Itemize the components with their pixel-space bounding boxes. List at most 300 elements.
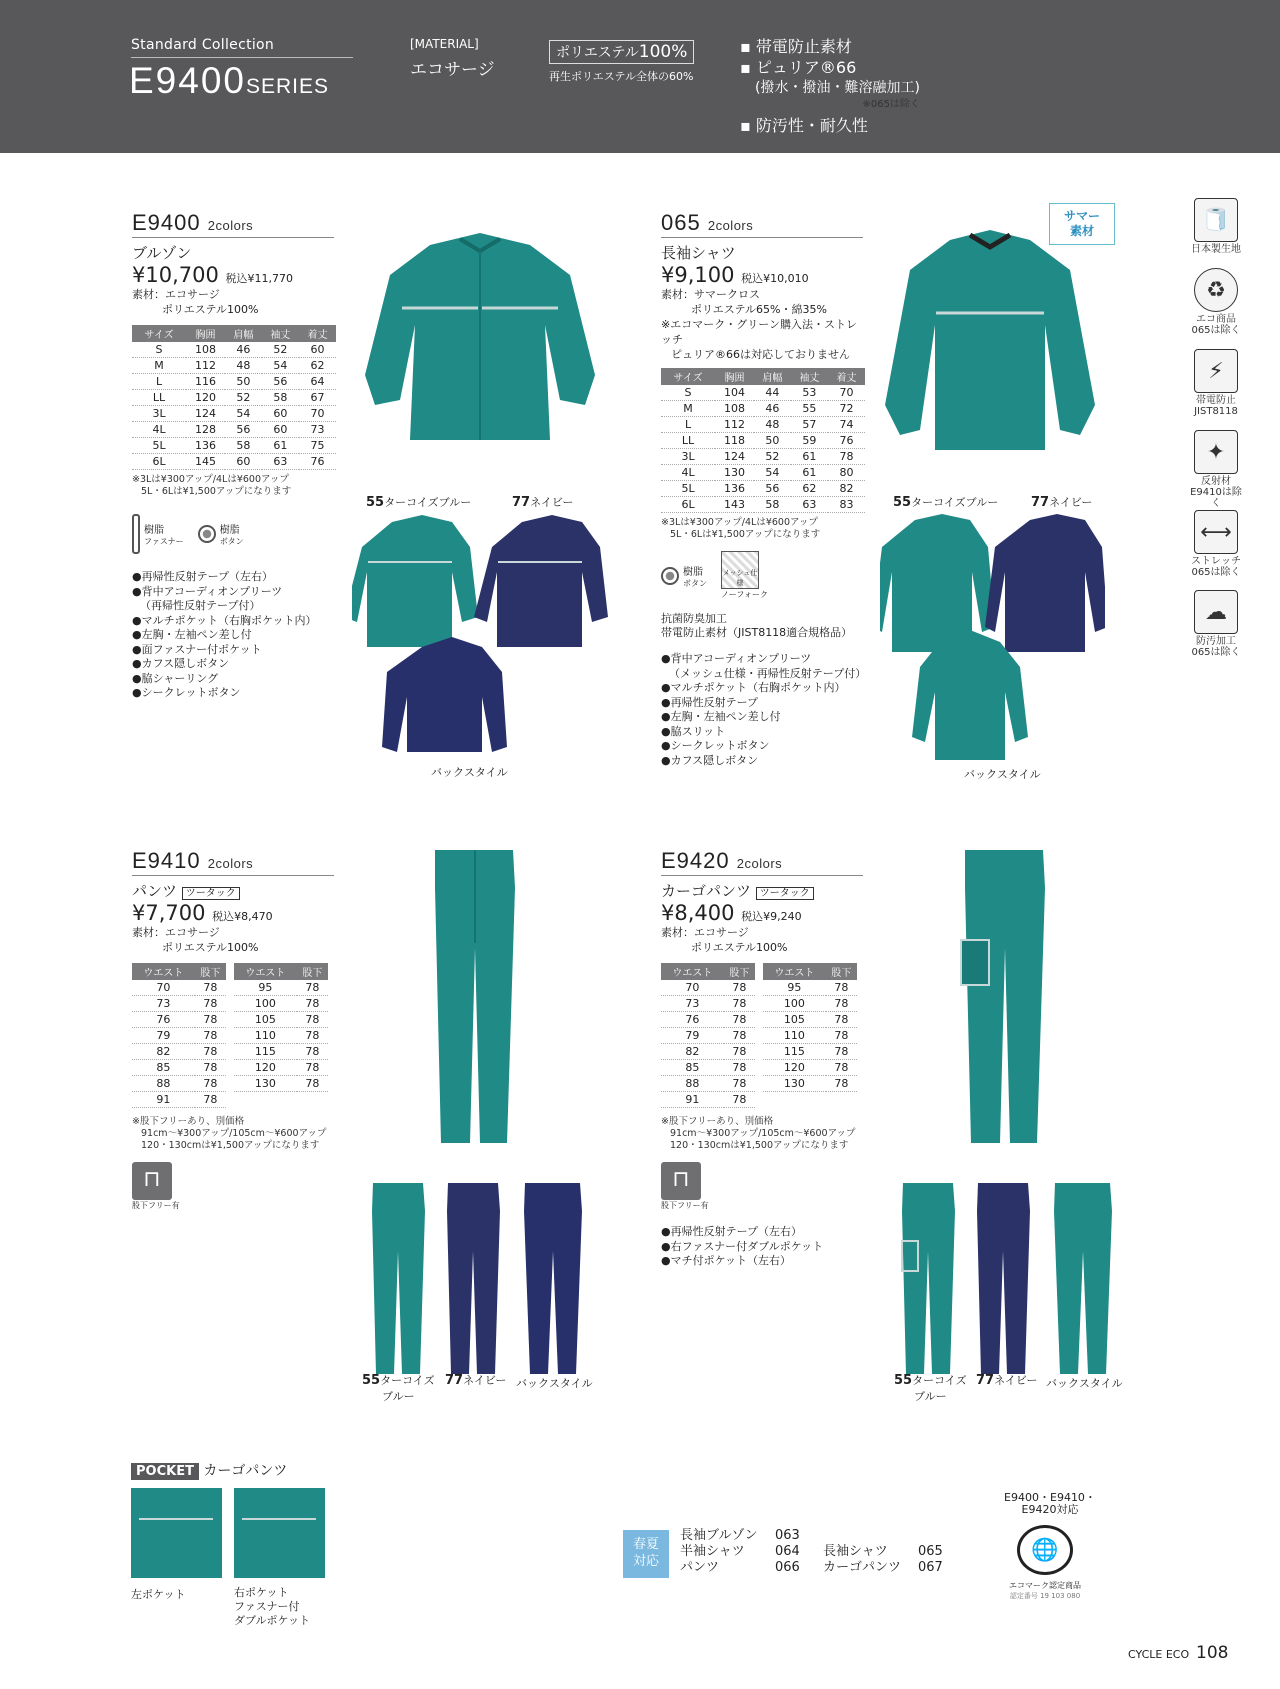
table-cell: 120: [763, 1060, 826, 1076]
table-header: 肩幅: [754, 368, 791, 385]
reflective-icon: ✦ 反射材 E9410は除く: [1186, 430, 1246, 509]
table-cell: 63: [262, 454, 299, 470]
table-cell: 52: [225, 390, 262, 406]
size-note: ※股下フリーあり、別価格 91cm〜¥300アップ/105cm〜¥600アップ 120・130cmは¥1,500アップになります: [661, 1116, 856, 1151]
table-cell: 100: [763, 996, 826, 1012]
table-cell: 115: [234, 1044, 297, 1060]
list-item: ●再帰性反射テープ（左右）: [661, 1225, 803, 1238]
table-cell: 130: [715, 465, 754, 481]
table-row: [132, 980, 226, 996]
list-item: （再帰性反射テープ付）: [140, 599, 261, 612]
table-cell: 3L: [661, 449, 715, 465]
table-header: ウエスト: [132, 963, 195, 980]
table-cell: 60: [262, 406, 299, 422]
color-caption-55: 55ターコイズブルー: [366, 495, 472, 510]
header-band: [0, 0, 1280, 153]
list-item: ●左胸・左袖ペン差し付: [132, 628, 252, 641]
table-cell: 136: [186, 438, 225, 454]
table-cell: 64: [299, 374, 336, 390]
extra-features: 抗菌防臭加工 帯電防止素材（JIST8118適合規格品）: [661, 612, 853, 639]
e9420-section: [661, 848, 863, 1269]
table-row: [234, 1028, 328, 1044]
table-cell: 112: [715, 417, 754, 433]
table-row: [132, 1044, 226, 1060]
table-cell: M: [132, 358, 186, 374]
list-item: ●背中アコーディオンプリーツ: [661, 652, 812, 665]
table-cell: 78: [297, 1044, 328, 1060]
table-cell: 70: [828, 385, 865, 401]
table-header: ウエスト: [763, 963, 826, 980]
table-cell: 60: [299, 342, 336, 358]
e9410-main-image: [425, 848, 525, 1148]
footer-brand: CYCLE ECO: [1128, 1648, 1190, 1661]
table-cell: 78: [724, 1060, 755, 1076]
table-cell: 78: [195, 1060, 226, 1076]
table-header: 股下: [195, 963, 226, 980]
list-item: ●再帰性反射テープ（左右）: [132, 570, 274, 583]
table-cell: S: [661, 385, 715, 401]
summer-cell: 長袖シャツ: [823, 1544, 888, 1559]
e9400-color-images: [352, 512, 612, 757]
eco-mark-label: エコマーク認定商品 認定番号 19 103 080: [1009, 1581, 1081, 1600]
table-header: 肩幅: [225, 325, 262, 342]
table-row: [132, 1028, 226, 1044]
table-cell: 118: [715, 433, 754, 449]
table-row: [661, 1044, 755, 1060]
table-cell: 6L: [132, 454, 186, 470]
table-cell: 78: [195, 1028, 226, 1044]
table-cell: 5L: [132, 438, 186, 454]
list-item: ●脇シャーリング: [132, 671, 219, 685]
stretch-icon: ⟷ ストレッチ 065は除く: [1186, 510, 1246, 578]
table-cell: 73: [661, 996, 724, 1012]
zipper-icon: 樹脂 ファスナー: [132, 514, 184, 554]
size-note: ※股下フリーあり、別価格 91cm〜¥300アップ/105cm〜¥600アップ 120・130cmは¥1,500アップになります: [132, 1116, 327, 1151]
table-cell: 78: [826, 1044, 857, 1060]
table-header: 着丈: [828, 368, 865, 385]
table-row: [661, 1076, 755, 1092]
table-cell: 58: [262, 390, 299, 406]
table-row: [132, 342, 336, 358]
summer-cell: 065: [918, 1544, 943, 1559]
button-icon: 樹脂 ボタン: [198, 521, 244, 547]
table-cell: 78: [826, 1028, 857, 1044]
list-item: ●マチ付ポケット（左右）: [661, 1254, 792, 1267]
price: ¥9,100 税込¥10,010: [661, 263, 809, 287]
table-cell: 3L: [132, 406, 186, 422]
material-label: [MATERIAL]: [410, 37, 479, 51]
table-row: [661, 417, 865, 433]
table-row: [661, 465, 865, 481]
list-item: ●シークレットボタン: [661, 739, 770, 752]
table-row: [661, 449, 865, 465]
table-cell: 73: [132, 996, 195, 1012]
table-cell: 78: [724, 980, 755, 996]
recycled-note: 再生ポリエステル全体の60%: [549, 70, 694, 83]
e9400-section: [132, 210, 334, 701]
product-name: ブルゾン: [132, 244, 192, 262]
list-item: ●カフス隠しボタン: [132, 657, 230, 670]
table-cell: 78: [195, 1044, 226, 1060]
table-cell: 78: [297, 1076, 328, 1092]
table-cell: 74: [828, 417, 865, 433]
table-cell: 78: [826, 1060, 857, 1076]
right-pocket-caption: 右ポケット ファスナー付 ダブルポケット: [234, 1586, 311, 1627]
table-cell: 91: [132, 1092, 195, 1108]
size-note: ※3Lは¥300アップ/4Lは¥600アップ 5L・6Lは¥1,500アップになります: [132, 474, 292, 497]
table-header: 股下: [826, 963, 857, 980]
table-cell: 78: [297, 1060, 328, 1076]
summer-row: [680, 1560, 958, 1576]
table-row: [763, 1044, 857, 1060]
table-cell: 110: [763, 1028, 826, 1044]
table-header: 着丈: [299, 325, 336, 342]
table-row: [763, 1028, 857, 1044]
product-name: カーゴパンツ ツータック: [661, 880, 863, 901]
summer-row: [680, 1528, 958, 1544]
table-cell: 88: [661, 1076, 724, 1092]
summer-cell: 067: [918, 1560, 943, 1575]
table-cell: 78: [724, 1012, 755, 1028]
summer-cell: [823, 1528, 918, 1544]
table-row: [132, 1060, 226, 1076]
table-cell: 70: [132, 980, 195, 996]
table-cell: 44: [754, 385, 791, 401]
table-cell: 78: [297, 1028, 328, 1044]
price: ¥8,400 税込¥9,240: [661, 901, 802, 925]
table-cell: 6L: [661, 497, 715, 513]
table-row: [234, 1012, 328, 1028]
polyester-badge: ポリエステル100%: [549, 40, 694, 64]
made-in-japan-icon: 🧻 日本製生地: [1186, 198, 1246, 255]
list-item: ●再帰性反射テープ: [661, 695, 759, 709]
table-cell: 115: [763, 1044, 826, 1060]
table-cell: 95: [763, 980, 826, 996]
table-cell: 88: [132, 1076, 195, 1092]
table-cell: 79: [661, 1028, 724, 1044]
size-table: [661, 368, 865, 513]
summer-cell: 長袖ブルゾン: [680, 1528, 758, 1543]
table-row: [763, 1012, 857, 1028]
product-code: E9410 2colors: [132, 848, 334, 876]
table-cell: 78: [297, 1012, 328, 1028]
antistatic-icon: ⚡ 帯電防止 JIST8118: [1186, 349, 1246, 417]
table-cell: 95: [234, 980, 297, 996]
table-row: [234, 1044, 328, 1060]
left-pocket-image: [131, 1488, 222, 1578]
table-cell: L: [661, 417, 715, 433]
s065-section: [661, 210, 867, 768]
table-cell: 110: [234, 1028, 297, 1044]
table-cell: 82: [661, 1044, 724, 1060]
table-cell: 105: [234, 1012, 297, 1028]
table-cell: 50: [754, 433, 791, 449]
table-cell: LL: [661, 433, 715, 449]
table-cell: 112: [186, 358, 225, 374]
summer-cell: [918, 1528, 958, 1544]
table-cell: 58: [754, 497, 791, 513]
table-cell: 56: [262, 374, 299, 390]
table-cell: L: [132, 374, 186, 390]
table-cell: 63: [791, 497, 828, 513]
table-cell: 46: [225, 342, 262, 358]
summer-cell: 半袖シャツ: [680, 1544, 745, 1559]
table-cell: 70: [661, 980, 724, 996]
table-row: [661, 1060, 755, 1076]
table-header: サイズ: [661, 368, 715, 385]
pocket-header: POCKET カーゴパンツ: [131, 1460, 287, 1480]
product-code: E9400 2colors: [132, 210, 334, 238]
table-row: [132, 996, 226, 1012]
color-caption-77: 77ネイビー: [1031, 495, 1093, 510]
table-cell: 55: [791, 401, 828, 417]
feature-list: ▪ 帯電防止素材 ▪ ピュリア®66 (撥水・撥油・難溶融加工) ※065は除く ▪ 防汚性・耐久性: [740, 37, 920, 135]
table-cell: 78: [724, 1028, 755, 1044]
table-row: [763, 980, 857, 996]
table-row: [132, 1076, 226, 1092]
back-style-caption: バックスタイル: [516, 1377, 593, 1390]
table-row: [763, 1060, 857, 1076]
table-cell: 61: [262, 438, 299, 454]
table-cell: 57: [791, 417, 828, 433]
color-caption-55: 55ターコイズ ブルー: [894, 1373, 967, 1403]
page-number: 108: [1196, 1643, 1229, 1663]
table-cell: 75: [299, 438, 336, 454]
size-table-left: [132, 963, 226, 1108]
table-cell: 52: [754, 449, 791, 465]
size-note: ※3Lは¥300アップ/4Lは¥600アップ 5L・6Lは¥1,500アップになります: [661, 517, 821, 540]
table-header: 胸囲: [715, 368, 754, 385]
material-name: エコサージ: [410, 60, 495, 80]
right-pocket-image: [234, 1488, 325, 1578]
summer-cell: パンツ: [680, 1560, 720, 1575]
price: ¥10,700 税込¥11,770: [132, 263, 294, 287]
e9410-section: [132, 848, 334, 1211]
table-cell: 4L: [132, 422, 186, 438]
summer-list: [680, 1528, 958, 1576]
table-cell: 105: [763, 1012, 826, 1028]
material: 素材：エコサージ ポリエステル100%: [132, 926, 259, 954]
collection-label: Standard Collection: [131, 37, 275, 53]
table-row: [661, 385, 865, 401]
table-row: [661, 1028, 755, 1044]
table-cell: 80: [828, 465, 865, 481]
feature-bullets: [132, 570, 334, 701]
table-cell: 73: [299, 422, 336, 438]
table-cell: 76: [828, 433, 865, 449]
color-caption-77: 77ネイビー: [976, 1373, 1038, 1388]
table-cell: 82: [828, 481, 865, 497]
table-cell: 78: [826, 1076, 857, 1092]
mesh-icon: メッシュ仕様 ノーフォーク: [721, 551, 768, 600]
series-title: E9400SERIES: [129, 60, 330, 101]
list-item: ●面ファスナー付ポケット: [132, 642, 262, 656]
table-row: [763, 996, 857, 1012]
s065-color-images: [880, 512, 1105, 762]
list-item: ●シークレットボタン: [132, 686, 241, 699]
summer-cell: 066: [775, 1560, 800, 1575]
table-cell: 52: [262, 342, 299, 358]
table-row: [763, 1076, 857, 1092]
list-item: ●右ファスナー付ダブルポケット: [661, 1239, 824, 1253]
table-cell: 104: [715, 385, 754, 401]
list-item: ●左胸・左袖ペン差し付: [661, 710, 781, 723]
table-row: [132, 1012, 226, 1028]
table-cell: 61: [791, 449, 828, 465]
table-cell: 4L: [661, 465, 715, 481]
table-row: [132, 454, 336, 470]
product-code: E9420 2colors: [661, 848, 863, 876]
back-style-caption: バックスタイル: [1046, 1377, 1123, 1390]
summer-material-badge: サマー 素材: [1049, 203, 1115, 245]
summer-cell: 064: [775, 1544, 800, 1559]
table-cell: 48: [754, 417, 791, 433]
table-cell: 85: [132, 1060, 195, 1076]
table-cell: 78: [828, 449, 865, 465]
table-cell: 53: [791, 385, 828, 401]
list-item: ●背中アコーディオンプリーツ: [132, 584, 283, 598]
table-cell: 79: [132, 1028, 195, 1044]
table-header: ウエスト: [661, 963, 724, 980]
table-row: [234, 1076, 328, 1092]
table-cell: 124: [186, 406, 225, 422]
table-cell: M: [661, 401, 715, 417]
feature-icons: [661, 551, 863, 600]
e9410-color-images: [370, 1181, 600, 1381]
divider: [131, 57, 353, 58]
table-cell: 78: [195, 996, 226, 1012]
table-cell: 48: [225, 358, 262, 374]
eco-mark-bracket: E9400・E9410・ E9420対応: [1004, 1491, 1096, 1516]
table-cell: 78: [195, 1092, 226, 1108]
table-cell: 108: [715, 401, 754, 417]
price: ¥7,700 税込¥8,470: [132, 901, 273, 925]
list-item: ●マルチポケット（右胸ポケット内）: [661, 681, 846, 694]
table-row: [234, 980, 328, 996]
size-tables: [661, 963, 863, 1108]
product-name: パンツ ツータック: [132, 880, 334, 901]
table-cell: 78: [724, 1044, 755, 1060]
table-row: [661, 1092, 755, 1108]
table-cell: 145: [186, 454, 225, 470]
table-cell: 78: [297, 980, 328, 996]
product-name: 長袖シャツ: [661, 244, 736, 262]
table-cell: 78: [826, 1012, 857, 1028]
table-header: サイズ: [132, 325, 186, 342]
table-header: 胸囲: [186, 325, 225, 342]
table-cell: 91: [661, 1092, 724, 1108]
table-header: 袖丈: [791, 368, 828, 385]
eco-product-icon: ♻ エコ商品 065は除く: [1186, 268, 1246, 336]
table-cell: 76: [661, 1012, 724, 1028]
table-cell: 83: [828, 497, 865, 513]
list-item: （メッシュ仕様・再帰性反射テープ付）: [669, 666, 867, 680]
e9420-main-image: [955, 848, 1055, 1148]
table-cell: 136: [715, 481, 754, 497]
stain-proof-icon: ☁ 防汚加工 065は除く: [1186, 590, 1246, 658]
list-item: ●脇スリット: [661, 724, 726, 738]
table-cell: 78: [297, 996, 328, 1012]
back-style-caption: バックスタイル: [431, 766, 508, 779]
table-cell: 60: [225, 454, 262, 470]
e9400-main-image: [360, 225, 600, 465]
feature-bullets: [661, 652, 867, 768]
table-row: [661, 996, 755, 1012]
table-row: [132, 406, 336, 422]
table-header: 股下: [297, 963, 328, 980]
table-cell: 46: [754, 401, 791, 417]
e9420-color-images: [900, 1181, 1130, 1381]
table-header: 袖丈: [262, 325, 299, 342]
eco-mark-icon: 🌐: [1017, 1525, 1073, 1575]
table-cell: 78: [724, 1092, 755, 1108]
summer-row: [680, 1544, 958, 1560]
color-caption-77: 77ネイビー: [512, 495, 574, 510]
table-cell: 72: [828, 401, 865, 417]
material: 素材：エコサージ ポリエステル100%: [132, 288, 259, 316]
table-cell: 61: [791, 465, 828, 481]
table-cell: 78: [724, 996, 755, 1012]
color-caption-77: 77ネイビー: [445, 1373, 507, 1388]
table-cell: 82: [132, 1044, 195, 1060]
table-cell: 78: [724, 1076, 755, 1092]
table-cell: 56: [754, 481, 791, 497]
table-cell: 60: [262, 422, 299, 438]
table-cell: 128: [186, 422, 225, 438]
material: 素材：サマークロス ポリエステル65%・綿35% ※エコマーク・グリーン購入法・ストレッチ ピュリア®66は対応しておりません: [661, 288, 857, 361]
size-table-right: [763, 963, 857, 1092]
table-row: [132, 374, 336, 390]
table-row: [234, 996, 328, 1012]
table-cell: 54: [225, 406, 262, 422]
table-header: ウエスト: [234, 963, 297, 980]
size-table-left: [661, 963, 755, 1108]
table-cell: 58: [225, 438, 262, 454]
table-row: [132, 1092, 226, 1108]
table-cell: 62: [299, 358, 336, 374]
table-row: [661, 497, 865, 513]
table-cell: 54: [754, 465, 791, 481]
table-cell: 78: [195, 980, 226, 996]
table-row: [132, 390, 336, 406]
size-tables: [132, 963, 334, 1108]
product-code: 065 2colors: [661, 210, 863, 238]
table-cell: 59: [791, 433, 828, 449]
color-caption-55: 55ターコイズ ブルー: [362, 1373, 435, 1403]
table-cell: 130: [763, 1076, 826, 1092]
summer-cell: カーゴパンツ: [823, 1560, 902, 1575]
table-row: [661, 1012, 755, 1028]
summer-tag: 春夏 対応: [623, 1530, 669, 1578]
table-row: [234, 1060, 328, 1076]
table-row: [132, 438, 336, 454]
table-cell: 50: [225, 374, 262, 390]
table-cell: 76: [299, 454, 336, 470]
table-cell: 120: [186, 390, 225, 406]
size-table: [132, 325, 336, 470]
table-cell: 124: [715, 449, 754, 465]
table-cell: 78: [195, 1076, 226, 1092]
table-cell: 120: [234, 1060, 297, 1076]
table-cell: 130: [234, 1076, 297, 1092]
left-pocket-caption: 左ポケット: [131, 1588, 186, 1601]
table-header: 股下: [724, 963, 755, 980]
feature-icons: [132, 514, 334, 554]
table-cell: 143: [715, 497, 754, 513]
table-row: [132, 358, 336, 374]
table-cell: 56: [225, 422, 262, 438]
table-row: [661, 433, 865, 449]
